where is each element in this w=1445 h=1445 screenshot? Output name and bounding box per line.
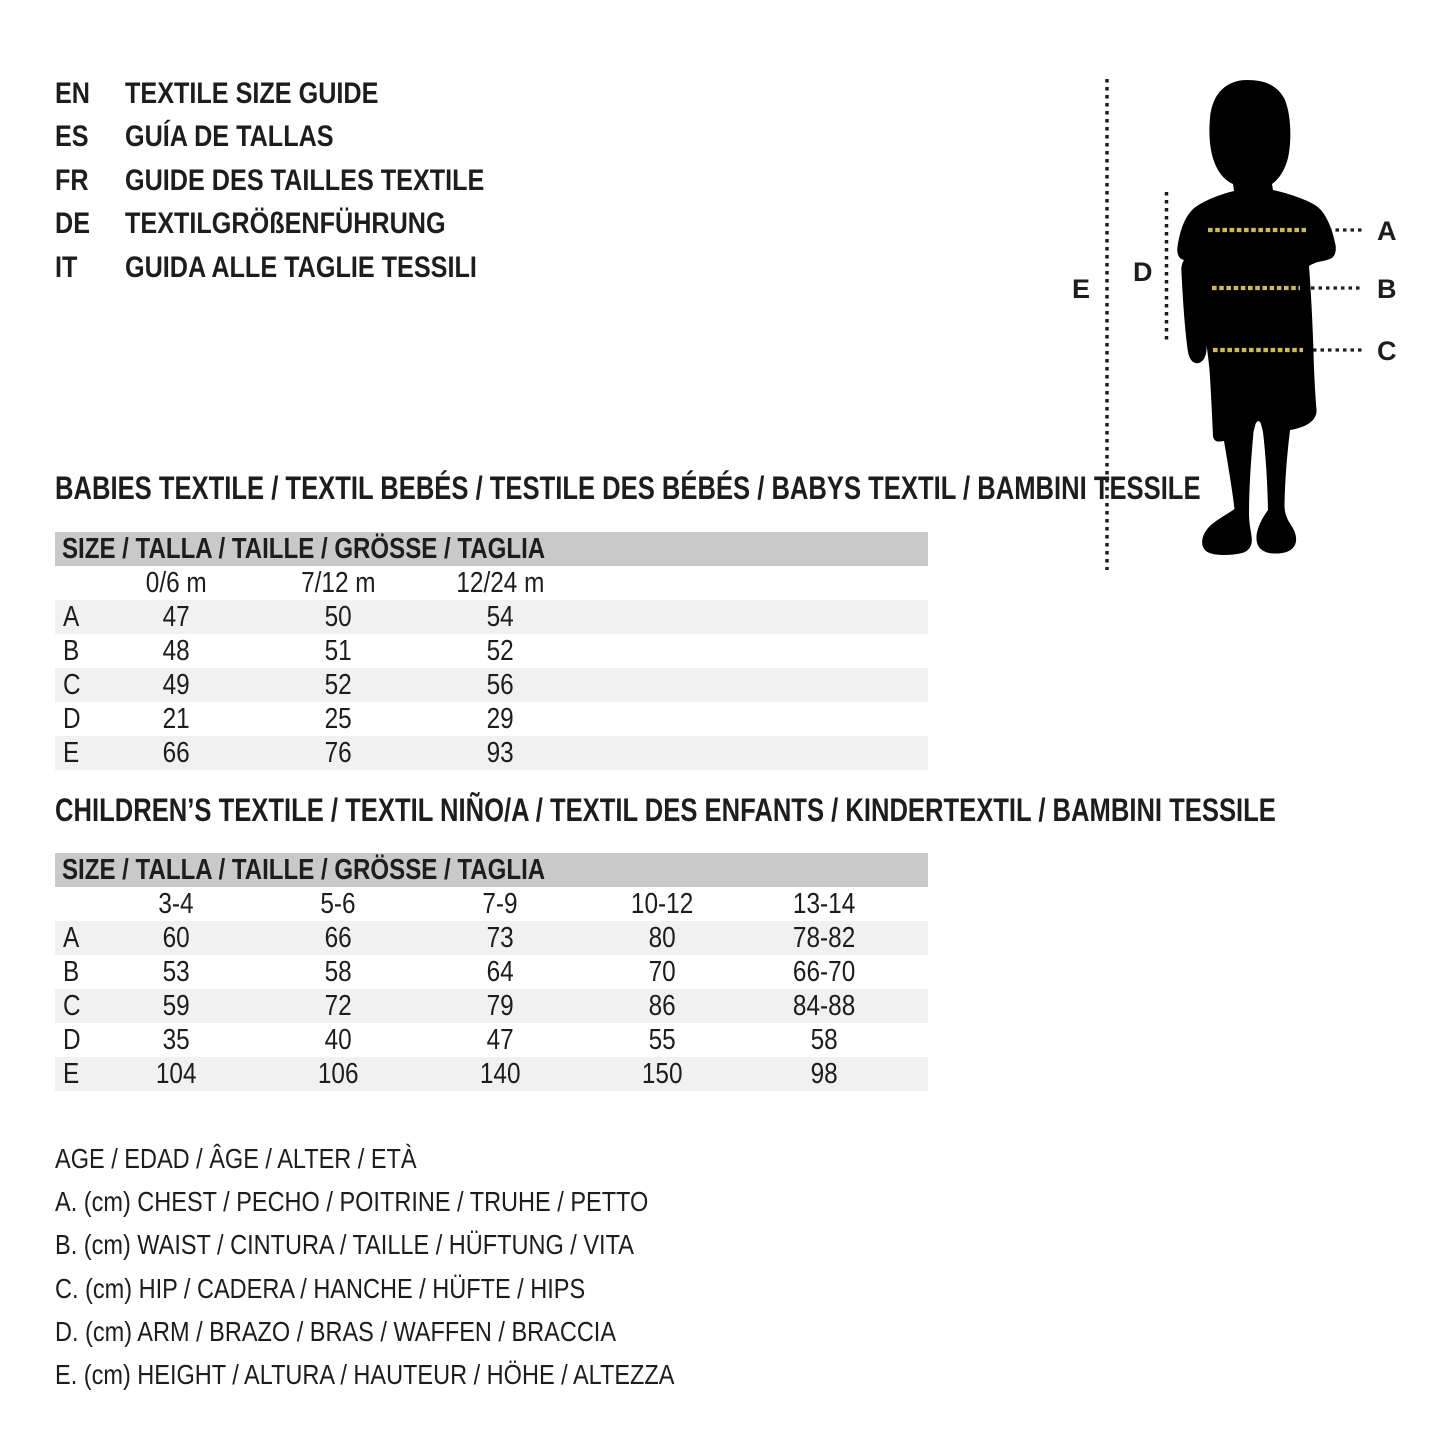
cell: 52 [324,668,352,701]
cell: 66 [162,736,190,769]
row-label: C [63,668,81,701]
size-header-bar: SIZE / TALLA / TAILLE / GRÖSSE / TAGLIA [55,853,928,887]
cell: 66-70 [792,955,856,988]
column-header-row [55,566,928,600]
lang-code: ES [55,120,89,154]
cell: 29 [486,702,514,735]
column-header: 0/6 m [145,566,207,599]
lang-row-fr [55,159,553,202]
column-header: 13-14 [792,887,856,920]
cell: 54 [486,600,514,633]
row-label: D [63,702,81,735]
row-label: A [63,600,80,633]
children-section-title: CHILDREN’S TEXTILE / TEXTIL NIÑO/A / TEXTIL DES ENFANTS / KINDERTEXTIL / BAMBINI TESSILE [55,792,1276,828]
cell: 47 [486,1023,514,1056]
cell: 25 [324,702,352,735]
cell: 72 [324,989,352,1022]
column-header: 5-6 [320,887,356,920]
cell: 58 [810,1023,838,1056]
legend-height: E. (cm) HEIGHT / ALTURA / HAUTEUR / HÖHE / ALTEZZA [55,1359,675,1391]
cell: 66 [324,921,352,954]
row-label: B [63,634,80,667]
table-row [55,736,928,770]
table-row [55,921,928,955]
cell: 93 [486,736,514,769]
cell: 51 [324,634,352,667]
cell: 104 [155,1057,197,1090]
row-label: B [63,955,80,988]
lang-row-es [55,115,553,158]
cell: 78-82 [792,921,856,954]
measurement-legend [55,1137,792,1396]
lang-code: FR [55,163,89,197]
babies-size-table [55,532,928,770]
lang-row-it [55,246,553,289]
table-row [55,634,928,668]
cell: 59 [162,989,190,1022]
legend-age: AGE / EDAD / ÂGE / ALTER / ETÀ [55,1143,417,1174]
cell: 150 [641,1057,683,1090]
cell: 60 [162,921,190,954]
label-a: A [1377,216,1397,246]
column-header: 7-9 [482,887,518,920]
lang-title: GUÍA DE TALLAS [125,120,334,154]
row-label: E [63,736,80,769]
lang-title: TEXTILE SIZE GUIDE [125,77,379,110]
label-b: B [1377,274,1397,304]
cell: 52 [486,634,514,667]
cell: 80 [648,921,676,954]
cell: 98 [810,1057,838,1090]
cell: 40 [324,1023,352,1056]
legend-waist: B. (cm) WAIST / CINTURA / TAILLE / HÜFTUNG / VITA [55,1229,634,1261]
lang-code: EN [55,77,91,110]
table-row [55,1057,928,1091]
table-row [55,600,928,634]
legend-arm: D. (cm) ARM / BRAZO / BRAS / WAFFEN / BRACCIA [55,1315,617,1347]
cell: 64 [486,955,514,988]
babies-section-title: BABIES TEXTILE / TEXTIL BEBÉS / TESTILE DES BÉBÉS / BABYS TEXTIL / BAMBINI TESSILE [55,470,1201,506]
cell: 56 [486,668,514,701]
lang-code: DE [55,207,91,241]
cell: 53 [162,955,190,988]
table-row [55,1023,928,1057]
cell: 49 [162,668,190,701]
legend-chest: A. (cm) CHEST / PECHO / POITRINE / TRUHE / PETTO [55,1186,649,1218]
label-d: D [1133,257,1153,287]
label-c: C [1377,336,1397,366]
column-header: 7/12 m [300,566,376,599]
column-header: 10-12 [630,887,694,920]
cell: 86 [648,989,676,1022]
cell: 106 [317,1057,359,1090]
cell: 55 [648,1023,676,1056]
cell: 48 [162,634,190,667]
table-row [55,955,928,989]
cell: 47 [162,600,190,633]
lang-code: IT [55,250,78,284]
row-label: E [63,1057,80,1090]
cell: 35 [162,1023,190,1056]
label-e: E [1072,274,1091,304]
lang-title: GUIDA ALLE TAGLIE TESSILI [125,250,477,284]
children-size-table [55,853,928,1091]
cell: 84-88 [792,989,856,1022]
cell: 140 [479,1057,521,1090]
lang-title: TEXTILGRÖßENFÜHRUNG [125,207,446,241]
cell: 79 [486,989,514,1022]
cell: 50 [324,600,352,633]
row-label: A [63,921,80,954]
cell: 21 [162,702,190,735]
lang-row-de [55,202,553,245]
table-row [55,989,928,1023]
table-row [55,668,928,702]
legend-hip: C. (cm) HIP / CADERA / HANCHE / HÜFTE / HIPS [55,1272,586,1304]
cell: 73 [486,921,514,954]
column-header-row [55,887,928,921]
cell: 58 [324,955,352,988]
cell: 70 [648,955,676,988]
lang-row-en [55,72,553,115]
table-row [55,702,928,736]
language-title-list [55,72,553,289]
column-header: 12/24 m [455,566,545,599]
row-label: C [63,989,81,1022]
cell: 76 [324,736,352,769]
row-label: D [63,1023,81,1056]
lang-title: GUIDE DES TAILLES TEXTILE [125,163,485,197]
size-header-bar: SIZE / TALLA / TAILLE / GRÖSSE / TAGLIA [55,532,928,566]
column-header: 3-4 [158,887,194,920]
